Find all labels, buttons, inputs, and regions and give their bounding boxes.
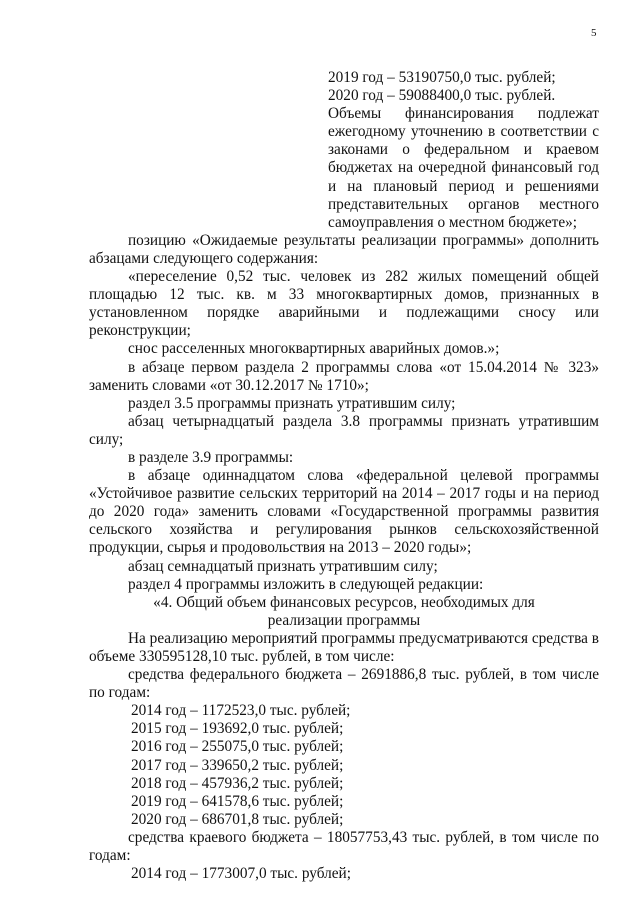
year-2019-line: 2019 год – 53190750,0 тыс. рублей;	[328, 69, 556, 86]
document-body	[89, 69, 599, 883]
financing-note: Объемы финансирования подлежат ежегодному уточнению в соответствии с законами о федеральном и краевом бюджетах на очередной финансовый год и на плановый период и решениями представительных органов местного самоуправления о местном бюджете»;	[328, 105, 599, 231]
section-heading-line-2: реализации программы	[267, 611, 421, 629]
federal-year-line: 2017 год – 339650,2 тыс. рублей;	[131, 756, 344, 774]
paragraph: в разделе 3.9 программы:	[128, 448, 294, 466]
federal-year-line: 2020 год – 686701,8 тыс. рублей;	[131, 810, 344, 828]
paragraph: в абзаце первом раздела 2 программы слова «от 15.04.2014 № 323» заменить словами «от 30.12.2017 № 1710»;	[89, 358, 599, 394]
year-2020-line: 2020 год – 59088400,0 тыс. рублей.	[328, 87, 556, 105]
paragraph: средства федерального бюджета – 2691886,8 тыс. рублей, в том числе по годам:	[89, 666, 599, 702]
federal-year-line: 2015 год – 193692,0 тыс. рублей;	[131, 720, 344, 738]
paragraph: абзац четырнадцатый раздела 3.8 программы признать утратившим силу;	[89, 412, 599, 448]
regional-year-line: 2014 год – 1773007,0 тыс. рублей;	[131, 865, 351, 883]
federal-year-line: 2016 год – 255075,0 тыс. рублей;	[131, 738, 344, 756]
table-cell-continuation	[328, 69, 599, 232]
page-number: 5	[591, 27, 597, 39]
federal-year-line: 2019 год – 641578,6 тыс. рублей;	[131, 792, 344, 810]
paragraph: средства краевого бюджета – 18057753,43 тыс. рублей, в том числе по годам:	[89, 828, 599, 865]
federal-year-line: 2014 год – 1172523,0 тыс. рублей;	[131, 702, 351, 720]
paragraph: в абзаце одиннадцатом слова «федеральной целевой программы «Устойчивое развитие сельских территорий на 2014 – 2017 годы и на период до 2020 года» заменить словами «Государственной программы развития сельского хозяйства и регулирования рынков сельскохозяйственной продукции, сырья и продовольствия на 2013 – 2020 годы»;	[89, 467, 599, 557]
paragraph: раздел 4 программы изложить в следующей редакции:	[128, 575, 484, 593]
paragraph: снос расселенных многоквартирных аварийных домов.»;	[128, 340, 500, 358]
paragraph: позицию «Ожидаемые результаты реализации программы» дополнить абзацами следующего содержания:	[89, 231, 599, 267]
federal-year-line: 2018 год – 457936,2 тыс. рублей;	[131, 774, 344, 792]
paragraph: абзац семнадцатый признать утратившим силу;	[128, 557, 438, 575]
section-heading-line-1: «4. Общий объем финансовых ресурсов, необходимых для	[153, 593, 535, 611]
paragraph: раздел 3.5 программы признать утратившим силу;	[128, 394, 456, 412]
paragraph: «переселение 0,52 тыс. человек из 282 жилых помещений общей площадью 12 тыс. кв. м 33 многоквартирных домов, признанных в установленном порядке аварийными и подлежащими сносу или реконструкции;	[89, 268, 599, 340]
paragraph: На реализацию мероприятий программы предусматриваются средства в объеме 330595128,10 тыс. рублей, в том числе:	[89, 629, 599, 665]
